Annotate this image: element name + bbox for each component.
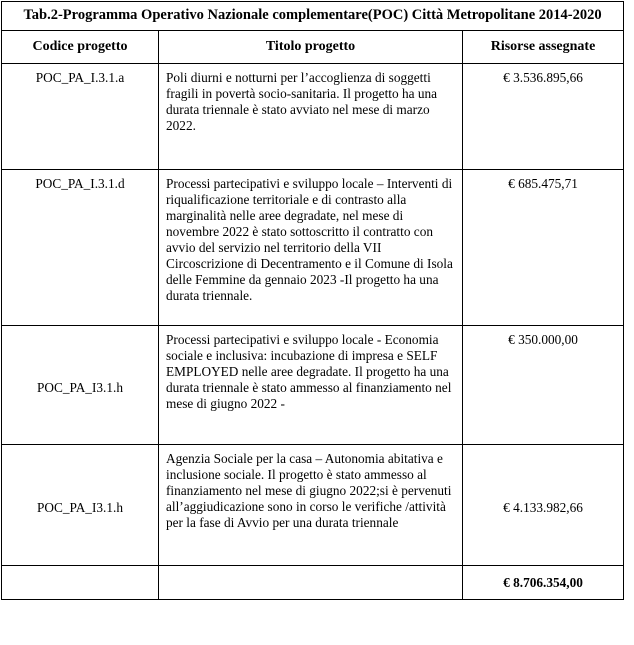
- row-description: Agenzia Sociale per la casa – Autonomia abitativa e inclusione sociale. Il progetto è stato ammesso al finanziamento nel mese di giugno 2022;si è pervenuti all’aggiudicazione sono in corso le verifiche /attività per la fase di Avvio per una durata triennale: [159, 445, 463, 566]
- row-code: POC_PA_I3.1.h: [2, 326, 159, 445]
- total-empty-code: [2, 566, 159, 600]
- header-title: Titolo progetto: [159, 31, 463, 64]
- row-amount: € 350.000,00: [463, 326, 624, 445]
- row-amount: € 3.536.895,66: [463, 64, 624, 170]
- table-title-row: [2, 2, 624, 31]
- table-row: [2, 445, 624, 566]
- row-code: POC_PA_I.3.1.a: [2, 64, 159, 170]
- table-title: Tab.2-Programma Operativo Nazionale complementare(POC) Città Metropolitane 2014-2020: [2, 2, 624, 31]
- table-row: [2, 170, 624, 326]
- row-amount: € 685.475,71: [463, 170, 624, 326]
- row-description: Poli diurni e notturni per l’accoglienza di soggetti fragili in povertà socio-sanitaria. Il progetto ha una durata triennale è stato avviato nel mese di marzo 2022.: [159, 64, 463, 170]
- total-empty-title: [159, 566, 463, 600]
- header-code: Codice progetto: [2, 31, 159, 64]
- row-amount: € 4.133.982,66: [463, 445, 624, 566]
- table-row: [2, 64, 624, 170]
- header-resources: Risorse assegnate: [463, 31, 624, 64]
- total-row: [2, 566, 624, 600]
- table-row: [2, 326, 624, 445]
- row-code: POC_PA_I3.1.h: [2, 445, 159, 566]
- poc-projects-table: [1, 1, 624, 600]
- row-code: POC_PA_I.3.1.d: [2, 170, 159, 326]
- header-row: [2, 31, 624, 64]
- row-description: Processi partecipativi e sviluppo locale – Interventi di riqualificazione territoriale e di contrasto alla marginalità nelle aree degradate, nel mese di novembre 2022 è stato sottoscritto il contratto con avvio del servizio nel territorio della VII Circoscrizione di Decentramento e il Comune di Isola delle Femmine da gennaio 2023 -Il progetto ha una durata triennale.: [159, 170, 463, 326]
- row-description: Processi partecipativi e sviluppo locale - Economia sociale e inclusiva: incubazione di impresa e SELF EMPLOYED nelle aree degradate. Il progetto ha una durata triennale è stato ammesso al finanziamento nel mese di giugno 2022 -: [159, 326, 463, 445]
- total-amount: € 8.706.354,00: [463, 566, 624, 600]
